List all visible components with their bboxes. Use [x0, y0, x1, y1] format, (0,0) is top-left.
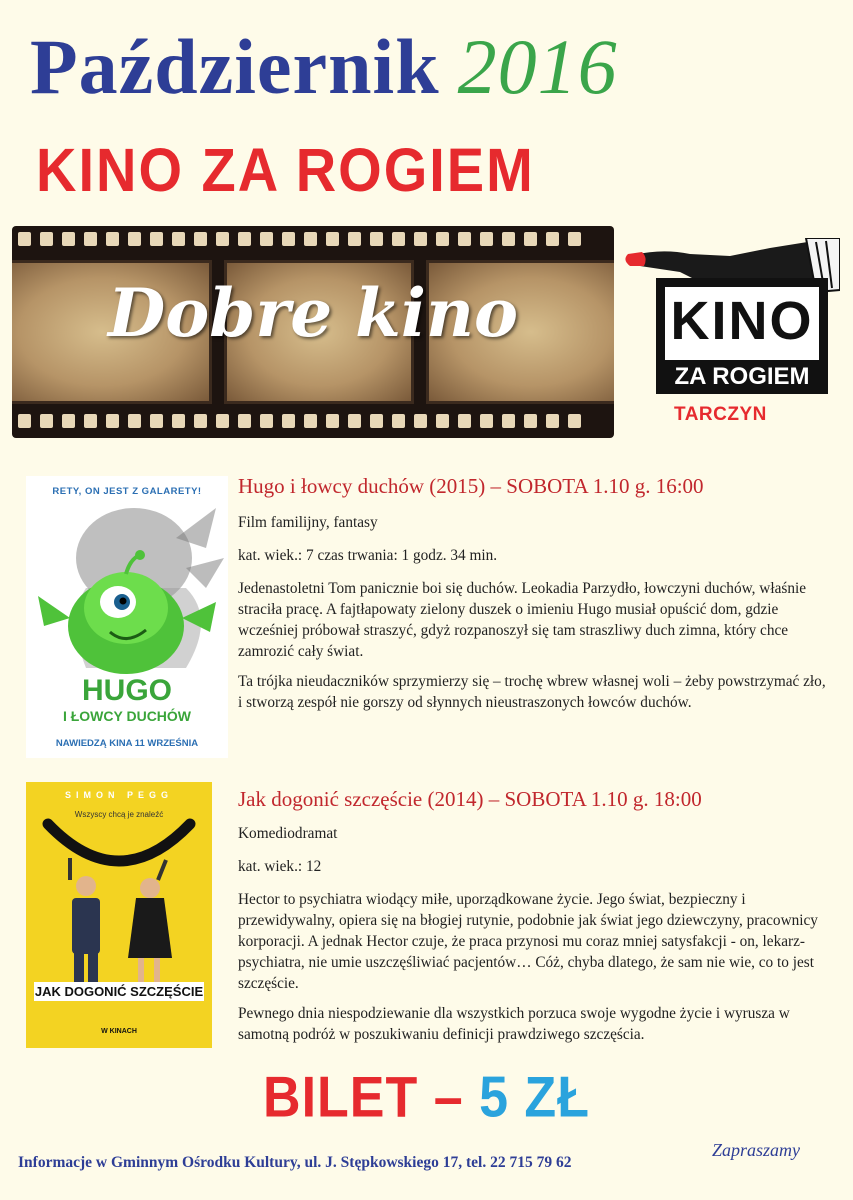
movie-description: Ta trójka nieudaczników sprzymierzy się – trochę wbrew własnej woli – żeby powstrzymać zło, i stworzą zespół nie gorszy od słynnych nieustraszonych łowców duchów.: [238, 673, 826, 711]
invitation-text: Zapraszamy: [712, 1140, 801, 1160]
film-perforations-bottom: [12, 414, 614, 432]
poster-subtitle: I ŁOWCY DUCHÓW: [62, 708, 192, 724]
poster-release: W KINACH: [101, 1028, 137, 1035]
movie-title: Hugo i łowcy duchów (2015) – SOBOTA 1.10 g. 16:00: [238, 474, 704, 498]
ticket-price-value: 5 ZŁ: [479, 1066, 590, 1130]
movie-genre: Komediodramat: [238, 825, 338, 842]
cinema-name-heading: KINO ZA ROGIEM: [36, 135, 535, 205]
film-strip-banner: [12, 226, 614, 438]
movie-description: Jedenastoletni Tom panicznie boi się duchów. Leokadia Parzydło, łowczyni duchów, właśnie straciła pracę. A fajtłapowaty zielony duszek o imieniu Hugo musiał opuścić dom, gdzie wcześniej próbował straszyć, gdyż rozpanoszył się tam straszliwy duch zimna, który chce zamrozić cały świat.: [238, 580, 807, 660]
month-label: Październik: [30, 23, 440, 110]
movie-description: Hector to psychiatra wiodący miłe, uporządkowane życie. Jego świat, bezpieczny i przewidywalny, opiera się na błogiej rutynie, podobnie jak świat jego dziewczyny, pracownicy korporacji. A jednak Hector czuje, że praca przynosi mu coraz mniej satysfakcji - on, lekarz-psychiatra, nie umie uszczęśliwiać pacjentów… Cóż, chyba dlatego, że sam nie wie, co to jest szczęście.: [238, 891, 818, 992]
ticket-price: [0, 1065, 853, 1131]
movie-poster-hugo: [26, 476, 228, 758]
movie-meta: kat. wiek.: 12: [238, 858, 322, 875]
poster-tagline: RETY, ON JEST Z GALARETY!: [52, 486, 202, 497]
ghost-character-icon: [26, 498, 228, 688]
movie-details: [238, 823, 828, 1054]
movie-details: [238, 512, 828, 722]
logo-city-text: TARCZYN: [674, 404, 767, 425]
movie-meta: kat. wiek.: 7 czas trwania: 1 godz. 34 min.: [238, 547, 498, 564]
banner-text: Dobre kino: [108, 274, 518, 352]
poster-title: JAK DOGONIĆ SZCZĘŚCIE: [34, 984, 204, 999]
logo-kino-text: KINO: [670, 291, 814, 351]
logo-box: [656, 278, 828, 394]
ticket-label: BILET –: [263, 1066, 464, 1130]
film-perforations-top: [12, 232, 614, 250]
cinema-logo: [612, 236, 842, 446]
poster-actor: SIMON PEGG: [64, 790, 173, 800]
footer-info: Informacje w Gminnym Ośrodku Kultury, ul. J. Stępkowskiego 17, tel. 22 715 79 62: [18, 1154, 572, 1171]
movie-genre: Film familijny, fantasy: [238, 514, 378, 531]
logo-za-rogiem-text: ZA ROGIEM: [656, 360, 828, 394]
poster-tagline: Wszyscy chcą je znaleźć: [74, 810, 164, 819]
year-label: 2016: [457, 23, 618, 110]
smile-characters-icon: [26, 818, 212, 988]
poster-title: HUGO: [82, 674, 172, 707]
movie-title: Jak dogonić szczęście (2014) – SOBOTA 1.10 g. 18:00: [238, 787, 702, 811]
movie-description: Pewnego dnia niespodziewanie dla wszystkich porzuca swoje wygodne życie i wyrusza w samotną podróż w poszukiwaniu definicji prawdziwego szczęścia.: [238, 1005, 790, 1043]
movie-poster-hector: [26, 782, 212, 1048]
page-title: [30, 22, 618, 112]
poster-release: NAWIEDZĄ KINA 11 WRZEŚNIA: [55, 738, 199, 749]
